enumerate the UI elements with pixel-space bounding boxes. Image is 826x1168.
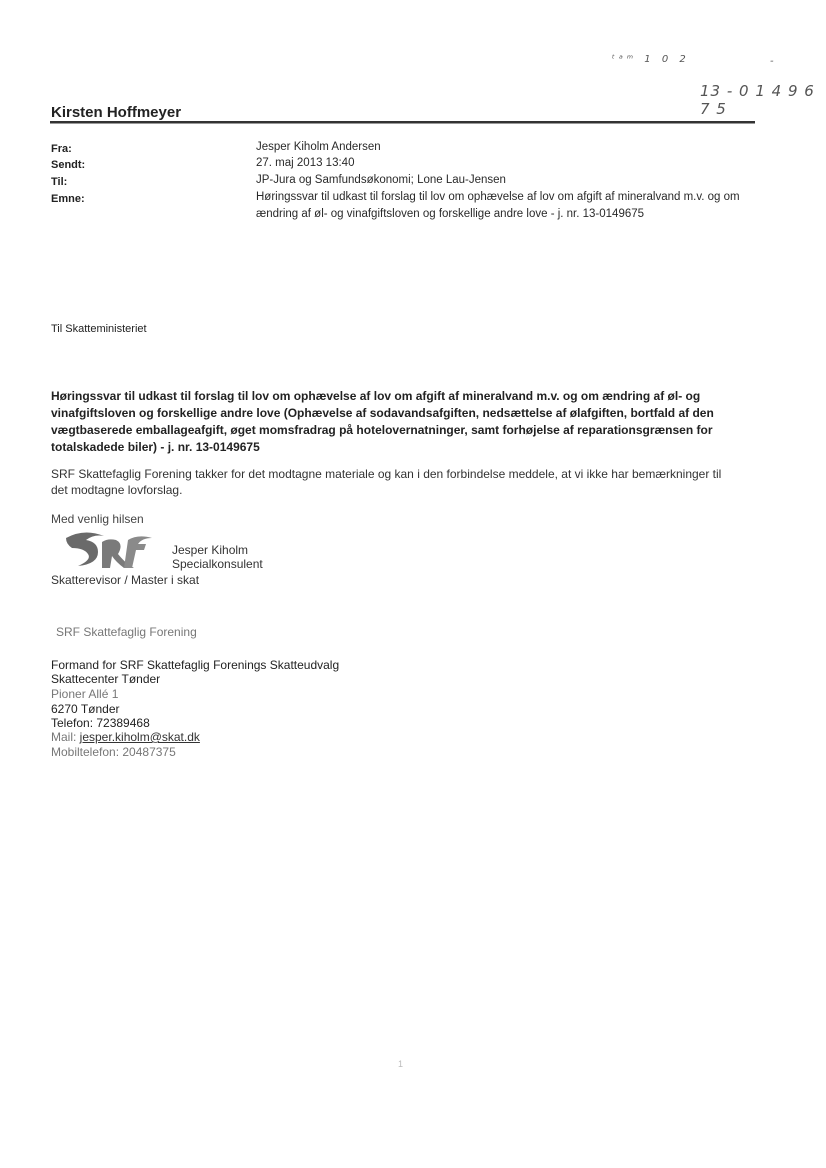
mail-link[interactable]: jesper.kiholm@skat.dk: [79, 730, 200, 744]
letter-body: SRF Skattefaglig Forening takker for det modtagne materiale og kan i den forbindelse meddele, at vi ikke har bemærkninger til det modtagne lovforslag.: [51, 467, 722, 497]
signature-role: Skatterevisor / Master i skat: [51, 573, 200, 587]
signature-title: Specialkonsulent: [172, 557, 263, 571]
srf-logo: [64, 530, 154, 572]
from-label: Fra:: [51, 143, 72, 155]
organization-name: SRF Skattefaglig Forening: [56, 625, 197, 639]
subject-value: Høringssvar til udkast til forslag til lov om ophævelse af lov om afgift af mineralvand m.v. og om ændring af øl- og vinafgiftsloven og forskellige andre love - j. nr. 13-0149675: [256, 191, 740, 220]
subject-label: Emne:: [51, 193, 85, 205]
letter-subject: Høringssvar til udkast til forslag til lov om ophævelse af lov om afgift af mineralvand m.v. og om ændring af øl- og vinafgiftsloven og forskellige andre love (Ophævelse af sodavandsafgiften, nedsættelse af ølafgiften, bortfald af den vægtbaserede emballageafgift, øget momsfradrag på hotelovernatninger, samt forhøjelse af reparationsgrænsen for totalskadede biler) - j. nr. 13-0149675: [51, 389, 714, 454]
address-office: Skattecenter Tønder: [51, 672, 161, 686]
from-value: Jesper Kiholm Andersen: [256, 141, 381, 153]
address-city: 6270 Tønder: [51, 702, 120, 716]
address-phone: Telefon: 72389468: [51, 716, 150, 730]
signature-name: Jesper Kiholm: [172, 543, 249, 557]
address-street: Pioner Allé 1: [51, 687, 119, 701]
mail-label: Mail:: [51, 730, 80, 744]
address-mail: [51, 730, 200, 744]
handwritten-case-number: 13 - 0 1 4 9 6 7 5: [700, 82, 815, 118]
sent-value: 27. maj 2013 13:40: [256, 157, 355, 169]
page-number: 1: [398, 1059, 404, 1069]
address-mobile: Mobiltelefon: 20487375: [51, 745, 176, 759]
handwritten-dash: -: [770, 56, 774, 67]
mailbox-owner: Kirsten Hoffmeyer: [51, 104, 182, 121]
sent-label: Sendt:: [51, 159, 86, 171]
to-label: Til:: [51, 176, 68, 188]
to-value: JP-Jura og Samfundsøkonomi; Lone Lau-Jensen: [256, 174, 506, 186]
handwritten-note: ᵗᵃᵐ 1 0 2: [612, 54, 690, 65]
salutation: Til Skatteministeriet: [51, 323, 147, 335]
address-position: Formand for SRF Skattefaglig Forenings Skatteudvalg: [51, 658, 340, 672]
closing-greeting: Med venlig hilsen: [51, 512, 144, 526]
header-divider: [50, 121, 755, 124]
